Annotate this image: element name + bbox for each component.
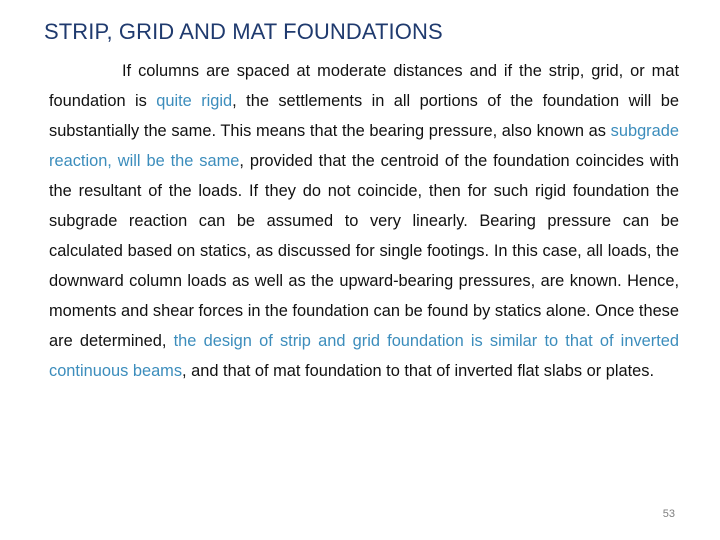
body-text: , and that of mat foundation to that of inverted flat slabs or plates.	[182, 362, 655, 380]
highlight-quite-rigid: quite rigid	[156, 92, 233, 110]
slide-title: STRIP, GRID AND MAT FOUNDATIONS	[44, 19, 443, 44]
highlight-design-similar: the design of strip and grid foundation is similar to that of inverted continuous beams	[49, 332, 679, 380]
body-text: If columns are spaced at moderate distances and if the strip, grid, or mat foundation is	[49, 62, 679, 110]
body-paragraph	[49, 56, 679, 386]
page-number: 53	[662, 508, 675, 520]
highlight-subgrade-reaction: subgrade reaction, will be the same	[49, 122, 679, 170]
body-text: , provided that the centroid of the foundation coincides with the resultant of the loads. If they do not coincide, then for such rigid foundation the subgrade reaction can be assumed to very linearly. Bearing pressure can be calculated based on statics, as discussed for single footings. In this case, all loads, the downward column loads as well as the upward-bearing pressures, are known. Hence, moments and shear forces in the foundation can be found by statics alone. Once these are determined,	[49, 152, 679, 350]
body-text: , the settlements in all portions of the foundation will be substantially the same. This means that the bearing pressure, also known as	[49, 92, 679, 140]
